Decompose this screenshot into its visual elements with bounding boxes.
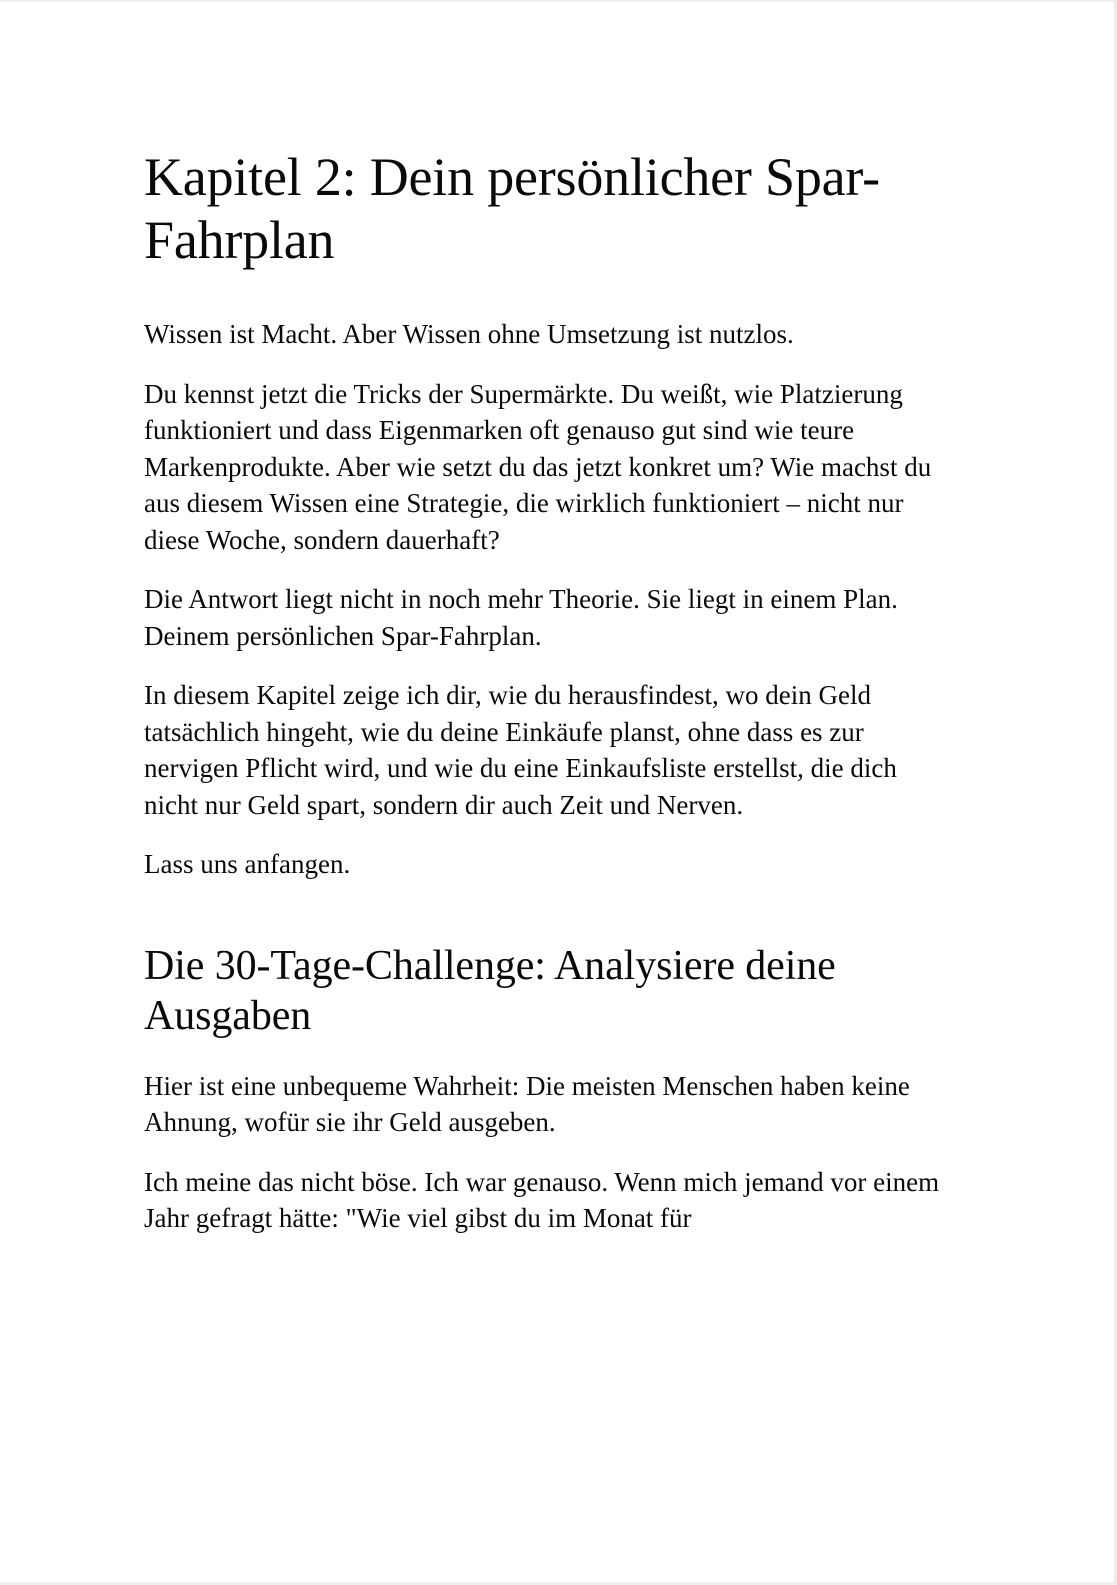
intro-paragraph-3: Die Antwort liegt nicht in noch mehr Theorie. Sie liegt in einem Plan. Deinem persönlichen Spar-Fahrplan. (144, 584, 898, 651)
intro-paragraph-4: In diesem Kapitel zeige ich dir, wie du herausfindest, wo dein Geld tatsächlich hingeht, wie du deine Einkäufe planst, ohne dass es zur nervigen Pflicht wird, und wie du eine Einkaufsliste erstellst, die dich nicht nur Geld spart, sondern dir auch Zeit und Nerven. (144, 680, 897, 820)
section-paragraph-1: Hier ist eine unbequeme Wahrheit: Die meisten Menschen haben keine Ahnung, wofür sie ihr Geld ausgeben. (144, 1070, 910, 1138)
section-paragraph-2: Ich meine das nicht böse. Ich war genauso. Wenn mich jemand vor einem Jahr gefragt hätte: "Wie viel gibst du im Monat für (144, 1166, 940, 1234)
chapter-title: Kapitel 2: Dein persönlicher Spar-Fahrplan (144, 147, 880, 271)
page-content-column (144, 2, 956, 1237)
spacer-after-title (144, 272, 956, 316)
intro-paragraph-5: Lass uns anfangen. (144, 849, 351, 880)
intro-paragraph-1: Wissen ist Macht. Aber Wissen ohne Umsetzung ist nutzlos. (144, 319, 794, 350)
spacer-before-heading (144, 883, 956, 901)
section-heading: Die 30-Tage-Challenge: Analysiere deine Ausgaben (144, 942, 836, 1040)
spacer-after-heading (144, 1042, 956, 1068)
intro-paragraph-2: Du kennst jetzt die Tricks der Supermärkte. Du weißt, wie Platzierung funktioniert und dass Eigenmarken oft genauso gut sind wie teure Markenprodukte. Aber wie setzt du das jetzt konkret um? Wie machst du aus diesem Wissen eine Strategie, die wirklich funktioniert – nicht nur diese Woche, sondern dauerhaft? (144, 378, 932, 555)
